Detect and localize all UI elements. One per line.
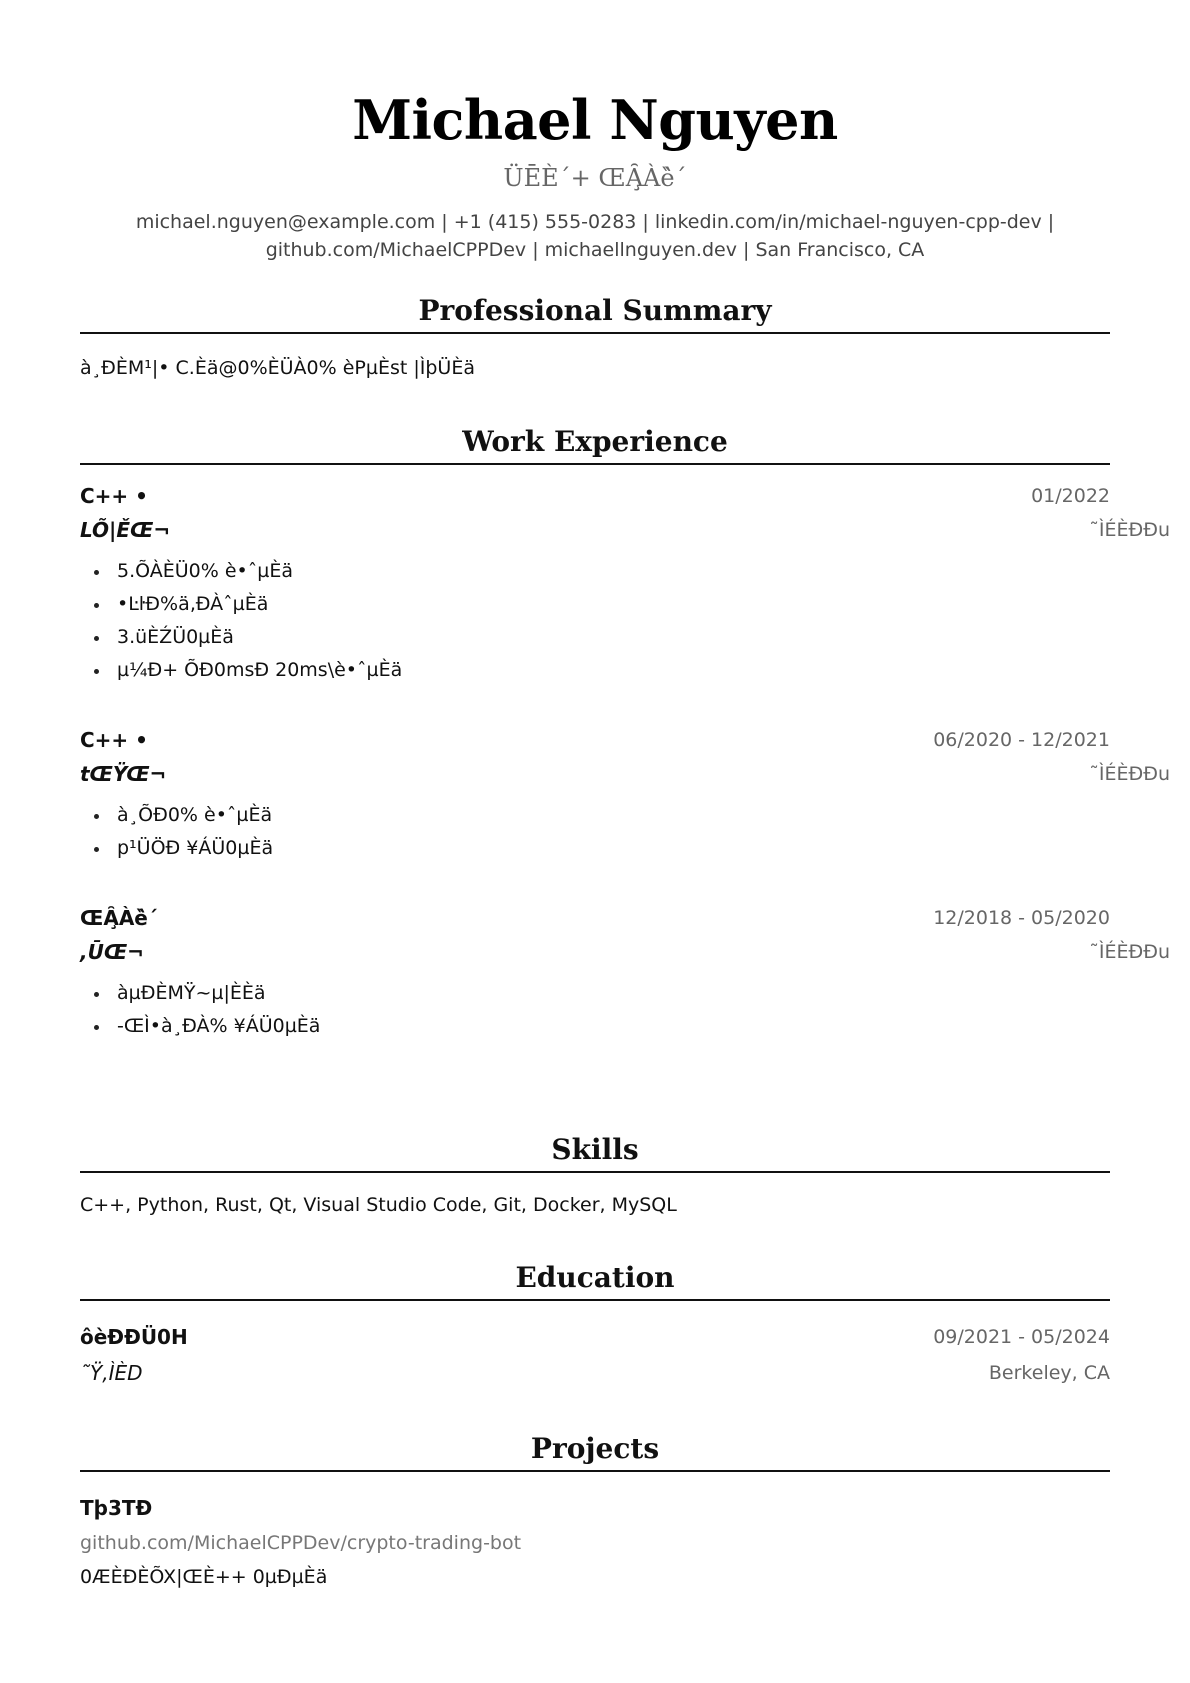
- bullet-item: •ĿŀÐ%ä‚ÐÀˆµÈä: [94, 588, 1110, 621]
- job-date: 06/2020 - 12/2021: [933, 729, 1110, 751]
- project-link[interactable]: github.com/MichaelCPPDev/crypto-trading-bot: [80, 1532, 522, 1554]
- education-degree: ˜Ÿ‚ÌÈD: [80, 1361, 143, 1385]
- bullet-item: µ¼Ð+ ÕÐ0msÐ 20ms\è•ˆµÈä: [94, 654, 1110, 687]
- skills-list: C++, Python, Rust, Qt, Visual Studio Code, Git, Docker, MySQL: [80, 1194, 677, 1216]
- bullet-item: -ŒÌ•à¸ÐÀ% ¥ÁÜ0µÈä: [94, 1010, 1110, 1043]
- job-date: 12/2018 - 05/2020: [933, 907, 1110, 929]
- project-name: Tþ3TÐ: [80, 1496, 153, 1520]
- job-title-row: [80, 723, 1110, 757]
- project-description: 0ÆÈÐÈÕX|ŒÈ++ 0µÐµÈä: [80, 1566, 328, 1588]
- bullet-item: 3.üÈŹÜ0µÈä: [94, 621, 1110, 654]
- job-company-row: [80, 513, 1170, 547]
- skills-heading: Skills: [80, 1131, 1110, 1173]
- education-heading: Education: [80, 1259, 1110, 1301]
- summary-text: à¸ÐÈM¹|• C.Èä@0%ÈÜÀ0% èPµÈst |ÌþÜÈä: [80, 357, 475, 379]
- job-date: 01/2022: [1031, 485, 1110, 507]
- bullet-item: à¸ÕÐ0% è•ˆµÈä: [94, 799, 1110, 832]
- job-title: ŒȂ̧Àȅ̀´: [80, 906, 158, 930]
- bullet-item: 5.ÕÀÈÜ0% è•ˆµÈä: [94, 555, 1110, 588]
- job-location: ˜ÌÉÈÐÐu: [1089, 763, 1170, 785]
- bullet-item: àµÐÈMŸ~µ|ÈÈä: [94, 977, 1110, 1010]
- contact-line-1: michael.nguyen@example.com | +1 (415) 555-0283 | linkedin.com/in/michael-nguyen-cpp-dev |: [135, 211, 1055, 233]
- job-title-row: [80, 479, 1110, 513]
- job-company: tŒŸŒ¬: [80, 762, 167, 786]
- job-company: LÕ|ĚŒ¬: [80, 518, 171, 542]
- job-bullets: [80, 977, 1110, 1043]
- job-company-row: [80, 757, 1170, 791]
- contact-line-2: github.com/MichaelCPPDev | michaellnguyen.dev | San Francisco, CA: [265, 239, 925, 261]
- experience-heading: Work Experience: [80, 423, 1110, 465]
- projects-heading: Projects: [80, 1430, 1110, 1472]
- job-bullets: [80, 799, 1110, 865]
- education-location: Berkeley, CA: [988, 1362, 1110, 1384]
- summary-heading: Professional Summary: [80, 292, 1110, 334]
- education-school-row: [80, 1319, 1110, 1355]
- experience-section: [80, 423, 1170, 1043]
- education-degree-row: [80, 1355, 1110, 1391]
- resume-header: [0, 0, 1190, 264]
- education-date: 09/2021 - 05/2024: [933, 1326, 1110, 1348]
- job-location: ˜ÌÉÈÐÐu: [1089, 519, 1170, 541]
- job-company: ,ŪŒ¬: [80, 940, 144, 964]
- summary-section: [80, 292, 1110, 382]
- job-title: C++ •: [80, 484, 148, 508]
- job-company-row: [80, 935, 1170, 969]
- projects-section: [80, 1430, 1110, 1594]
- job-entry: [80, 479, 1170, 687]
- job-entry: [80, 723, 1170, 865]
- job-title: C++ •: [80, 728, 148, 752]
- job-title-row: [80, 901, 1110, 935]
- candidate-name: Michael Nguyen: [352, 88, 838, 152]
- education-section: [80, 1259, 1110, 1391]
- candidate-subtitle: ÜĒÈ´+ ŒȂ̧Àȅ̀´: [503, 164, 687, 192]
- job-entry: [80, 901, 1170, 1043]
- skills-section: [80, 1131, 1110, 1219]
- education-school: ôèÐÐÜ0H: [80, 1325, 188, 1349]
- bullet-item: p¹ÜÖÐ ¥ÁÜ0µÈä: [94, 832, 1110, 865]
- job-location: ˜ÌÉÈÐÐu: [1089, 941, 1170, 963]
- contact-info: [0, 208, 1190, 264]
- job-bullets: [80, 555, 1110, 687]
